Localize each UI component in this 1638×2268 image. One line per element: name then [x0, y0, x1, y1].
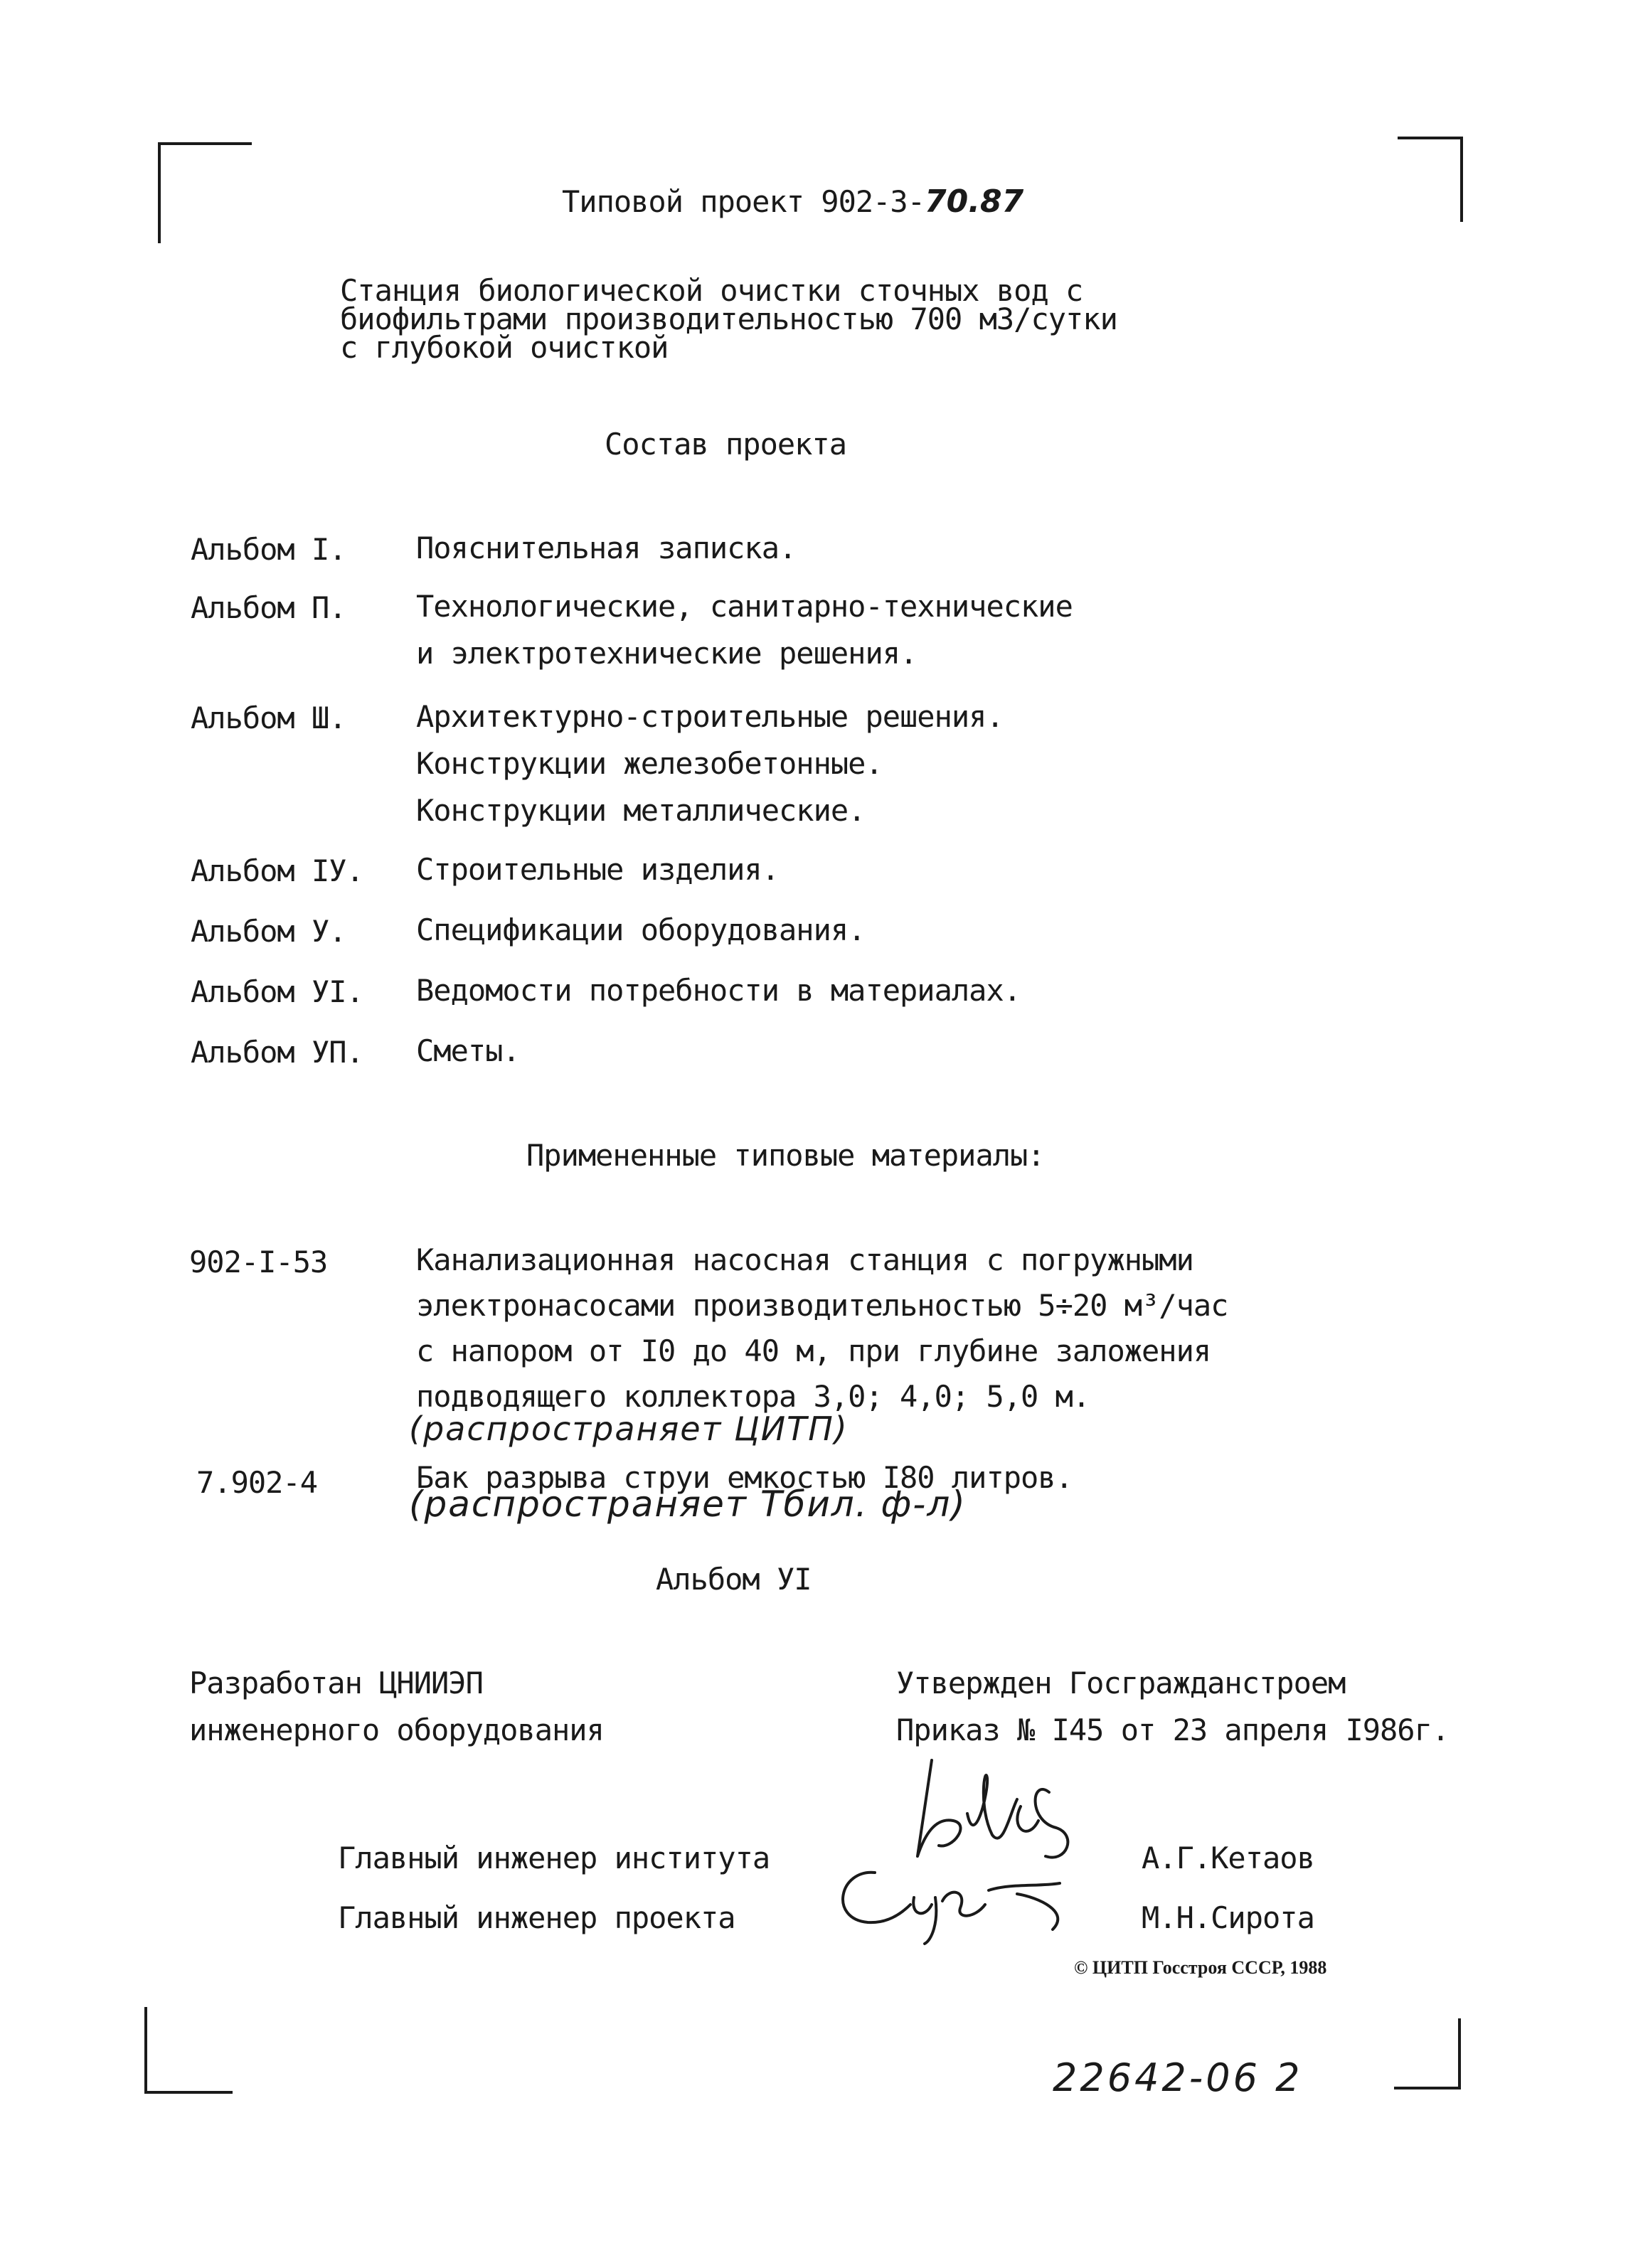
title-line: биофильтрами производительностью 700 м3/сутки [340, 302, 1117, 336]
approval-line: Приказ № I45 от 23 апреля I986г. [896, 1713, 1450, 1747]
reference-description: Бак разрыва струи емкостью I80 литров. [416, 1460, 1073, 1495]
album-label: Альбом УI. [191, 974, 363, 1009]
reference-code: 7.902-4 [196, 1465, 318, 1500]
signature-chief-engineer-institute [903, 1750, 1095, 1870]
document-number: 22642-06 2 [1053, 2055, 1303, 2100]
developer-line: инженерного оборудования [189, 1713, 604, 1747]
project-header [562, 183, 1023, 220]
handwritten-distribution-note: (распространяет ЦИТП) [409, 1410, 849, 1448]
album-label: Альбом IУ. [191, 853, 363, 888]
album-label: Альбом Ш. [191, 701, 346, 735]
album-description: Технологические, санитарно-технические [416, 589, 1073, 624]
album-label: Альбом У. [191, 914, 346, 949]
album-caption: Альбом УI [656, 1562, 812, 1597]
composition-heading: Состав проекта [605, 427, 847, 462]
album-description: Конструкции металлические. [416, 793, 866, 828]
corner-mark-top-left [158, 142, 252, 243]
album-description: Сметы. [416, 1033, 520, 1068]
signature-chief-engineer-project [825, 1855, 1095, 1947]
title-line: с глубокой очисткой [340, 330, 669, 365]
title-line: Станция биологической очистки сточных вод с [340, 273, 1083, 308]
reference-description: с напором от I0 до 40 м, при глубине заложения [416, 1333, 1211, 1368]
album-description: Ведомости потребности в материалах. [416, 973, 1021, 1008]
album-description: и электротехнические решения. [416, 636, 918, 671]
corner-mark-bottom-right [1394, 2018, 1461, 2089]
reference-description: электронасосами производительностью 5÷20 м³/час [416, 1288, 1228, 1323]
reference-description: Канализационная насосная станция с погружными [416, 1242, 1193, 1277]
album-description: Спецификации оборудования. [416, 912, 866, 947]
materials-heading: Примененные типовые материалы: [526, 1138, 1045, 1173]
signatory-role: Главный инженер института [338, 1841, 770, 1875]
corner-mark-bottom-left [144, 2007, 233, 2094]
reference-code: 902-I-53 [189, 1245, 328, 1279]
signatory-name: А.Г.Кетаов [1142, 1841, 1314, 1875]
handwritten-distribution-note: (распространяет Тбил. ф-л) [409, 1484, 967, 1525]
album-label: Альбом УП. [191, 1035, 363, 1070]
album-description: Архитектурно-строительные решения. [416, 699, 1004, 734]
developer-line: Разработан ЦНИИЭП [189, 1666, 483, 1700]
album-description: Пояснительная записка. [416, 531, 797, 565]
approval-line: Утвержден Госгражданстроем [896, 1666, 1346, 1700]
album-label: Альбом I. [191, 532, 346, 567]
reference-description: подводящего коллектора 3,0; 4,0; 5,0 м. [416, 1379, 1090, 1414]
project-header-handwritten-number: 70.87 [925, 183, 1024, 220]
signatory-role: Главный инженер проекта [338, 1900, 735, 1935]
corner-mark-top-right [1398, 137, 1463, 222]
album-description: Строительные изделия. [416, 852, 780, 887]
signatory-name: М.Н.Сирота [1142, 1900, 1314, 1935]
album-description: Конструкции железобетонные. [416, 746, 883, 781]
album-label: Альбом П. [191, 590, 346, 625]
project-header-prefix: Типовой проект 902-3- [562, 184, 925, 219]
copyright-stamp: © ЦИТП Госстроя СССР, 1988 [1074, 1957, 1327, 1978]
